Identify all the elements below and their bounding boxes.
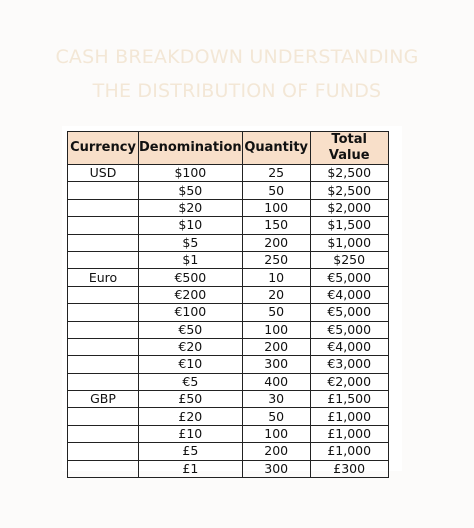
cell-total-value: $1,000 [310, 234, 388, 251]
table-row [68, 269, 389, 286]
cell-total-value: €5,000 [310, 304, 388, 321]
cell-currency [68, 373, 139, 390]
cell-total-value: £1,500 [310, 391, 388, 408]
table-row [68, 338, 389, 355]
cell-denomination: €10 [139, 356, 243, 373]
table-row [68, 304, 389, 321]
cell-quantity: 100 [242, 199, 310, 216]
cell-currency [68, 460, 139, 477]
cell-quantity: 250 [242, 251, 310, 268]
cell-quantity: 300 [242, 356, 310, 373]
cell-quantity: 150 [242, 217, 310, 234]
cell-currency [68, 443, 139, 460]
bottom-margin [0, 500, 474, 528]
table-row [68, 217, 389, 234]
title-line-1: CASH BREAKDOWN UNDERSTANDING [55, 46, 419, 68]
table-row [68, 356, 389, 373]
cell-quantity: 200 [242, 443, 310, 460]
cell-quantity: 50 [242, 408, 310, 425]
header-currency: Currency [68, 132, 139, 165]
table-row [68, 234, 389, 251]
cell-currency [68, 321, 139, 338]
cell-total-value: £1,000 [310, 408, 388, 425]
table-row [68, 373, 389, 390]
cash-breakdown-table [67, 131, 389, 478]
table-body [68, 165, 389, 478]
cell-total-value: €2,000 [310, 373, 388, 390]
cell-denomination: $20 [139, 199, 243, 216]
table-row [68, 286, 389, 303]
cell-quantity: 400 [242, 373, 310, 390]
cell-currency [68, 304, 139, 321]
cell-quantity: 300 [242, 460, 310, 477]
cell-currency [68, 408, 139, 425]
header-total-value: Total Value [310, 132, 388, 165]
table-row [68, 425, 389, 442]
cell-denomination: €5 [139, 373, 243, 390]
table-row [68, 408, 389, 425]
cell-currency [68, 217, 139, 234]
cell-total-value: €4,000 [310, 286, 388, 303]
table-row [68, 199, 389, 216]
cell-total-value: $2,500 [310, 182, 388, 199]
title-line-2: THE DISTRIBUTION OF FUNDS [92, 80, 382, 102]
cell-denomination: £10 [139, 425, 243, 442]
cell-quantity: 200 [242, 234, 310, 251]
cell-quantity: 10 [242, 269, 310, 286]
table-row [68, 460, 389, 477]
cell-currency [68, 234, 139, 251]
cell-denomination: €20 [139, 338, 243, 355]
page-title [0, 40, 474, 108]
cell-total-value: €5,000 [310, 321, 388, 338]
cell-denomination: €500 [139, 269, 243, 286]
cell-currency [68, 425, 139, 442]
cell-denomination: $1 [139, 251, 243, 268]
cell-denomination: €50 [139, 321, 243, 338]
cell-currency [68, 182, 139, 199]
cell-currency [68, 356, 139, 373]
cell-currency: Euro [68, 269, 139, 286]
cell-currency [68, 251, 139, 268]
header-denomination: Denomination [139, 132, 243, 165]
cell-total-value: $1,500 [310, 217, 388, 234]
cell-quantity: 30 [242, 391, 310, 408]
cell-currency: USD [68, 165, 139, 182]
table-row [68, 182, 389, 199]
cell-quantity: 50 [242, 304, 310, 321]
cell-quantity: 200 [242, 338, 310, 355]
cell-total-value: £1,000 [310, 443, 388, 460]
cell-denomination: £5 [139, 443, 243, 460]
cell-denomination: $5 [139, 234, 243, 251]
cell-total-value: €4,000 [310, 338, 388, 355]
cell-denomination: £1 [139, 460, 243, 477]
table-header-row [68, 132, 389, 165]
cell-total-value: £1,000 [310, 425, 388, 442]
cell-denomination: $10 [139, 217, 243, 234]
table-row [68, 251, 389, 268]
cell-denomination: £50 [139, 391, 243, 408]
cell-currency [68, 199, 139, 216]
header-quantity: Quantity [242, 132, 310, 165]
cell-quantity: 25 [242, 165, 310, 182]
cell-quantity: 100 [242, 321, 310, 338]
cell-total-value: £300 [310, 460, 388, 477]
cell-denomination: $100 [139, 165, 243, 182]
cell-denomination: £20 [139, 408, 243, 425]
cell-total-value: €3,000 [310, 356, 388, 373]
cell-total-value: $250 [310, 251, 388, 268]
cell-denomination: €100 [139, 304, 243, 321]
cell-currency: GBP [68, 391, 139, 408]
cell-total-value: $2,000 [310, 199, 388, 216]
cell-currency [68, 338, 139, 355]
cell-currency [68, 286, 139, 303]
table-row [68, 443, 389, 460]
table-row [68, 165, 389, 182]
cell-denomination: $50 [139, 182, 243, 199]
table-row [68, 391, 389, 408]
cell-quantity: 100 [242, 425, 310, 442]
cell-denomination: €200 [139, 286, 243, 303]
cell-total-value: $2,500 [310, 165, 388, 182]
cell-quantity: 50 [242, 182, 310, 199]
cell-quantity: 20 [242, 286, 310, 303]
cell-total-value: €5,000 [310, 269, 388, 286]
table-row [68, 321, 389, 338]
